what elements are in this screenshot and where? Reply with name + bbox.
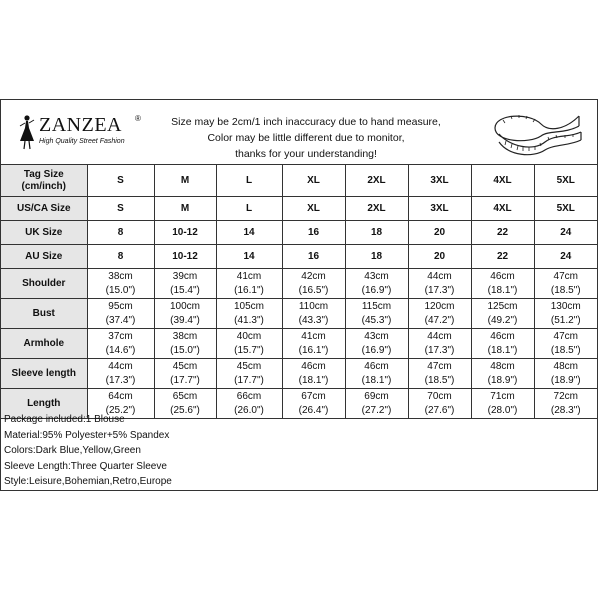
inch-value: (17.7") xyxy=(170,374,200,386)
table-cell: 8 xyxy=(87,221,154,245)
table-cell: 3XL xyxy=(408,197,471,221)
inch-value: (15.0") xyxy=(170,344,200,356)
cm-value: 37cm xyxy=(108,330,133,342)
measure-cell xyxy=(282,299,345,329)
measure-cell xyxy=(345,299,408,329)
measure-cell xyxy=(154,329,216,359)
table-cell: 16 xyxy=(282,221,345,245)
cm-value: 69cm xyxy=(364,390,389,402)
cm-value: 48cm xyxy=(490,360,515,372)
table-row xyxy=(1,245,597,269)
inch-value: (18.1") xyxy=(487,344,518,356)
table-cell: 16 xyxy=(282,245,345,269)
notice-line: thanks for your understanding! xyxy=(235,148,377,160)
cm-value: 100cm xyxy=(169,300,200,312)
size-header-cell: S xyxy=(87,165,154,197)
table-cell: 10-12 xyxy=(154,245,216,269)
cm-value: 115cm xyxy=(361,300,392,312)
inch-value: (43.3") xyxy=(298,314,329,326)
table-cell: 22 xyxy=(471,245,534,269)
table-cell: 18 xyxy=(345,221,408,245)
info-line: Colors:Dark Blue,Yellow,Green xyxy=(4,445,141,456)
table-cell: 24 xyxy=(534,245,597,269)
inch-value: (51.2") xyxy=(550,314,581,326)
table-row xyxy=(1,165,597,197)
measure-cell xyxy=(534,329,597,359)
size-header-cell: XL xyxy=(282,165,345,197)
table-cell: 14 xyxy=(216,221,282,245)
table-cell: L xyxy=(216,197,282,221)
cm-value: 72cm xyxy=(553,390,578,402)
measure-cell xyxy=(154,269,216,299)
fashion-figure-icon xyxy=(17,114,37,150)
cm-value: 44cm xyxy=(427,270,452,282)
cm-value: 42cm xyxy=(301,270,326,282)
inch-value: (16.5") xyxy=(298,284,329,296)
table-cell: 10-12 xyxy=(154,221,216,245)
table-row xyxy=(1,359,597,389)
row-label: Armhole xyxy=(1,329,87,359)
cm-value: 43cm xyxy=(364,270,389,282)
cm-value: 44cm xyxy=(427,330,452,342)
tag-size-label: Tag Size xyxy=(23,168,64,180)
measure-cell xyxy=(216,299,282,329)
cm-value: 125cm xyxy=(487,300,518,312)
measure-cell xyxy=(216,359,282,389)
info-line: Package included:1 Blouse xyxy=(4,414,125,425)
measure-cell xyxy=(87,329,154,359)
inch-value: (28.3") xyxy=(550,404,581,416)
info-line: Sleeve Length:Three Quarter Sleeve xyxy=(4,460,167,472)
row-label: Length xyxy=(1,389,87,419)
measure-cell xyxy=(216,329,282,359)
cm-value: 45cm xyxy=(236,360,262,372)
cm-value: 46cm xyxy=(364,360,389,372)
size-header-cell: L xyxy=(216,165,282,197)
chart-header xyxy=(1,100,597,165)
table-row xyxy=(1,299,597,329)
cm-value: 47cm xyxy=(553,330,578,342)
measure-cell xyxy=(87,299,154,329)
measure-cell xyxy=(345,329,408,359)
cm-value: 40cm xyxy=(236,330,262,342)
inch-value: (17.3") xyxy=(105,374,136,386)
registered-mark: ® xyxy=(135,114,141,123)
inch-value: (16.9") xyxy=(361,284,392,296)
cm-value: 43cm xyxy=(364,330,389,342)
cm-value: 46cm xyxy=(301,360,326,372)
inch-value: (15.0") xyxy=(105,284,136,296)
inch-value: (18.5") xyxy=(424,374,455,386)
measure-cell xyxy=(471,269,534,299)
cm-value: 66cm xyxy=(236,390,262,402)
brand-tagline: High Quality Street Fashion xyxy=(39,138,125,145)
cm-value: 38cm xyxy=(172,330,198,342)
inch-value: (27.2") xyxy=(361,404,392,416)
cm-value: 48cm xyxy=(553,360,578,372)
measure-cell xyxy=(534,359,597,389)
cm-value: 65cm xyxy=(172,390,198,402)
table-cell: 2XL xyxy=(345,197,408,221)
inch-value: (26.0") xyxy=(234,404,264,416)
table-row xyxy=(1,329,597,359)
measure-cell xyxy=(408,269,471,299)
inch-value: (16.9") xyxy=(361,344,392,356)
cm-value: 41cm xyxy=(236,270,262,282)
row-label: Sleeve length xyxy=(1,359,87,389)
table-cell: 8 xyxy=(87,245,154,269)
measure-cell xyxy=(154,299,216,329)
cm-value: 38cm xyxy=(108,270,133,282)
inch-value: (15.4") xyxy=(170,284,200,296)
inch-value: (25.6") xyxy=(170,404,200,416)
measure-cell xyxy=(282,359,345,389)
brand-logo xyxy=(17,114,147,154)
table-cell: 5XL xyxy=(534,197,597,221)
table-cell: M xyxy=(154,197,216,221)
size-header-cell: M xyxy=(154,165,216,197)
inch-value: (17.3") xyxy=(424,284,455,296)
cm-value: 67cm xyxy=(301,390,326,402)
size-header-cell: 5XL xyxy=(534,165,597,197)
measuring-tape-icon xyxy=(489,108,585,160)
measure-cell xyxy=(345,269,408,299)
product-info xyxy=(1,412,597,490)
table-row xyxy=(1,197,597,221)
measure-cell xyxy=(408,329,471,359)
table-cell: 24 xyxy=(534,221,597,245)
size-header-cell: 4XL xyxy=(471,165,534,197)
inch-value: (18.1") xyxy=(361,374,392,386)
measure-cell xyxy=(471,359,534,389)
inch-value: (37.4") xyxy=(105,314,136,326)
notice-line: Color may be little different due to monitor, xyxy=(207,132,405,144)
inch-value: (18.5") xyxy=(550,344,581,356)
inch-value: (18.1") xyxy=(487,284,518,296)
measure-cell xyxy=(154,359,216,389)
row-label: Shoulder xyxy=(1,269,87,299)
tag-size-header xyxy=(1,165,87,197)
tag-size-unit: (cm/inch) xyxy=(21,180,66,192)
inch-value: (45.3") xyxy=(361,314,392,326)
table-cell: 22 xyxy=(471,221,534,245)
cm-value: 120cm xyxy=(424,300,455,312)
inch-value: (28.0") xyxy=(487,404,518,416)
inch-value: (18.1") xyxy=(298,374,329,386)
measure-cell xyxy=(345,359,408,389)
measure-cell xyxy=(408,359,471,389)
table-cell: 14 xyxy=(216,245,282,269)
measure-cell xyxy=(282,269,345,299)
row-label: UK Size xyxy=(1,221,87,245)
table-cell: 4XL xyxy=(471,197,534,221)
measure-cell xyxy=(408,299,471,329)
cm-value: 47cm xyxy=(553,270,578,282)
cm-value: 130cm xyxy=(550,300,581,312)
cm-value: 44cm xyxy=(108,360,133,372)
measure-cell xyxy=(471,299,534,329)
size-header-cell: 3XL xyxy=(408,165,471,197)
inch-value: (17.3") xyxy=(424,344,455,356)
row-label: AU Size xyxy=(1,245,87,269)
size-chart xyxy=(0,99,598,491)
inch-value: (49.2") xyxy=(487,314,518,326)
table-row xyxy=(1,269,597,299)
inch-value: (18.9") xyxy=(550,374,581,386)
notice-line: Size may be 2cm/1 inch inaccuracy due to hand measure, xyxy=(171,116,441,128)
inch-value: (47.2") xyxy=(424,314,455,326)
measure-notice xyxy=(161,114,451,162)
info-line: Material:95% Polyester+5% Spandex xyxy=(4,429,170,441)
inch-value: (39.4") xyxy=(170,314,200,326)
inch-value: (41.3") xyxy=(234,314,264,326)
cm-value: 105cm xyxy=(233,300,264,312)
measure-cell xyxy=(87,359,154,389)
measure-cell xyxy=(87,269,154,299)
inch-value: (27.6") xyxy=(424,404,455,416)
cm-value: 70cm xyxy=(427,390,452,402)
table-cell: 20 xyxy=(408,221,471,245)
info-line: Style:Leisure,Bohemian,Retro,Europe xyxy=(4,476,172,487)
inch-value: (15.7") xyxy=(234,344,264,356)
inch-value: (18.9") xyxy=(487,374,518,386)
table-cell: 18 xyxy=(345,245,408,269)
cm-value: 71cm xyxy=(490,390,515,402)
measure-cell xyxy=(534,269,597,299)
size-header-cell: 2XL xyxy=(345,165,408,197)
inch-value: (17.7") xyxy=(234,374,264,386)
inch-value: (16.1") xyxy=(234,284,264,296)
measure-cell xyxy=(471,329,534,359)
cm-value: 47cm xyxy=(427,360,452,372)
inch-value: (14.6") xyxy=(105,344,136,356)
cm-value: 41cm xyxy=(301,330,326,342)
cm-value: 64cm xyxy=(108,390,133,402)
cm-value: 46cm xyxy=(490,270,515,282)
inch-value: (18.5") xyxy=(550,284,581,296)
inch-value: (16.1") xyxy=(298,344,329,356)
measure-cell xyxy=(534,299,597,329)
size-table xyxy=(1,164,597,419)
cm-value: 46cm xyxy=(490,330,515,342)
table-cell: 20 xyxy=(408,245,471,269)
cm-value: 39cm xyxy=(172,270,198,282)
inch-value: (25.2") xyxy=(105,404,136,416)
measure-cell xyxy=(282,329,345,359)
row-label: US/CA Size xyxy=(1,197,87,221)
inch-value: (26.4") xyxy=(298,404,329,416)
table-row xyxy=(1,221,597,245)
brand-name: ZANZEA xyxy=(39,114,122,136)
table-cell: S xyxy=(87,197,154,221)
cm-value: 110cm xyxy=(298,300,329,312)
cm-value: 95cm xyxy=(108,300,133,312)
row-label: Bust xyxy=(1,299,87,329)
table-cell: XL xyxy=(282,197,345,221)
measure-cell xyxy=(216,269,282,299)
cm-value: 45cm xyxy=(172,360,198,372)
